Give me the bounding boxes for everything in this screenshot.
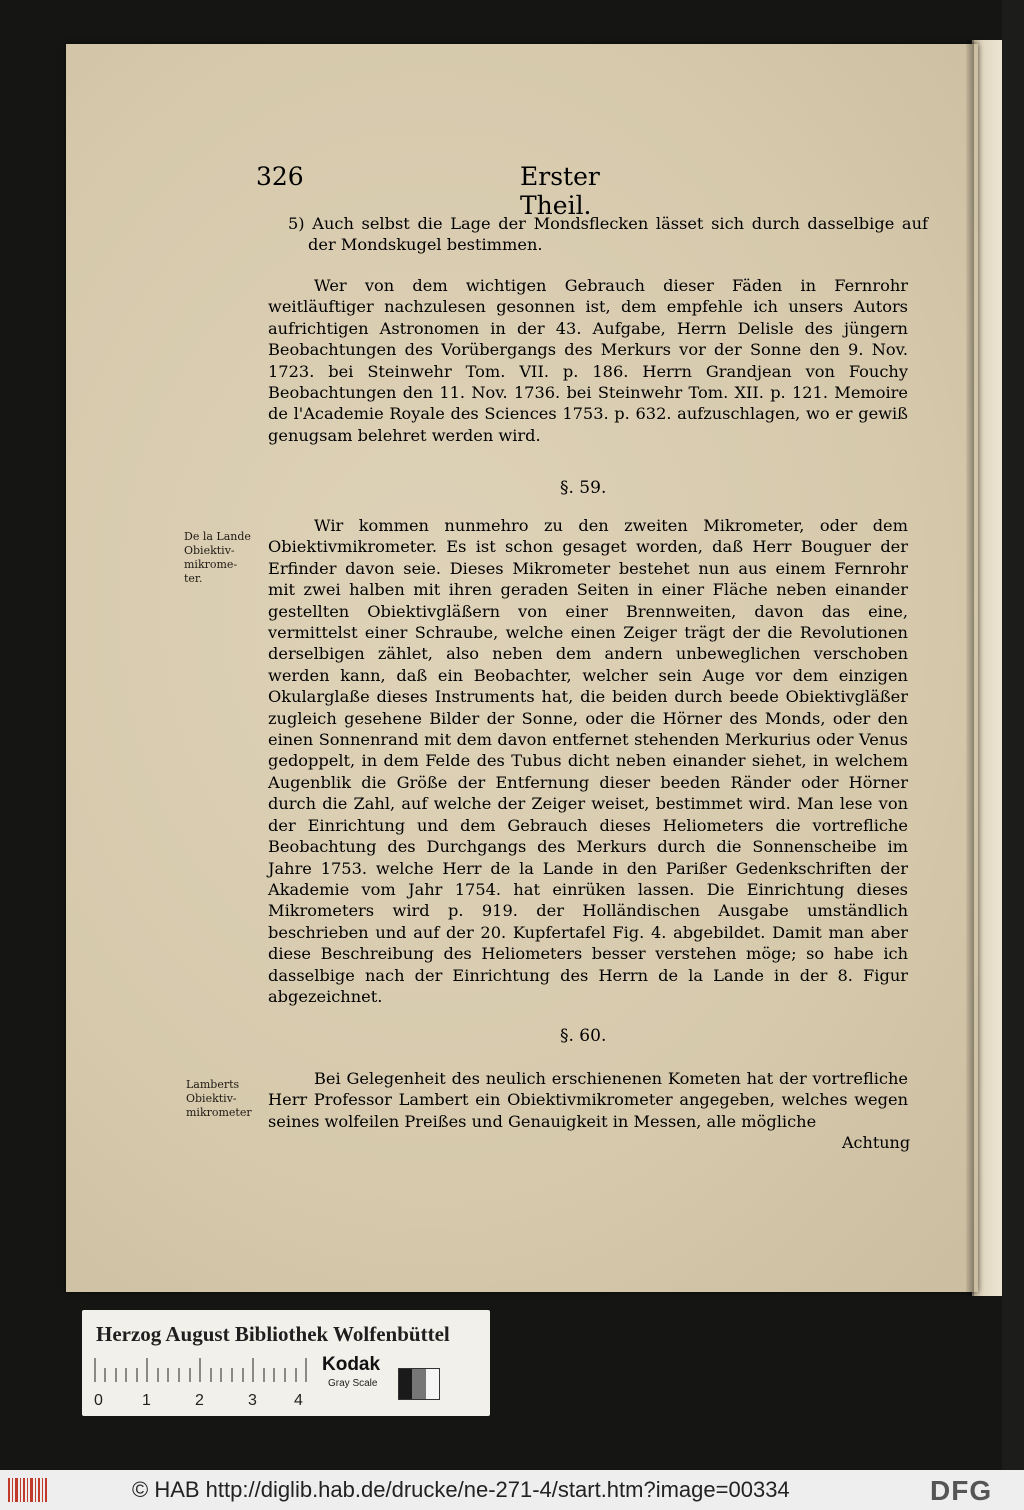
section-heading-59: §. 59. [560, 478, 607, 498]
margin-note-de-la-lande [184, 530, 264, 586]
margin-note-line: ter. [184, 572, 203, 585]
ruler-icon [94, 1358, 309, 1382]
credit-link[interactable]: © HAB http://diglib.hab.de/drucke/ne-271-4/start.htm?image=00334 [132, 1477, 790, 1502]
margin-note-line: Obiektiv- [186, 1092, 237, 1105]
ruler-digit: 4 [294, 1392, 303, 1409]
section-heading-60: §. 60. [560, 1026, 607, 1046]
margin-note-line: mikrome- [184, 558, 238, 571]
margin-note-line: mikrometer [186, 1106, 252, 1119]
ruler-digit: 3 [248, 1392, 257, 1409]
paragraph-2: Wir kommen nunmehro zu den zweiten Mikrometer, oder dem Obiektivmikrometer. Es ist schon gesaget worden, daß Herr Bouguer der Erfinder davon seie. Dieses Mikrometer bestehet nun aus einem Fernrohr mit zwei halben mit ihren geraden Seiten in einer Fläche neben einander gestellten Obiektivgläßern von einer Brennweiten, davon das eine, vermittelst einer Schraube, welche einen Zeiger trägt der die Revolutionen derselbigen zählet, also neben dem andern unbeweglichen verschoben werden kann, daß ein Beobachter, welcher sein Auge vor dem einzigen Okularglaße dieses Instruments hat, die beiden durch beede Obiektivgläßer zugleich gesehene Bilder der Sonne, oder die Hörner des Monds, oder den einen Sonnenrand mit dem davon entfernet stehenden Merkurius oder Venus gedoppelt, in dem Felde des Tubus dicht neben einander siehet, in welchem Augenblik die Größe der Entfernung dieser beeden Ränder oder Hörner durch die Zahl, auf welche der Zeiger weiset, bestimmet wird. Man lese von der Einrichtung und dem Gebrauch dieses Heliometers die vortrefliche Beobachtung des Durchgangs des Merkurs durch die Sonnenscheibe im Jahre 1753. welche Herr de la Lande in den Parißer Gedenkschriften der Akademie vom Jahr 1754. hat einrüken lassen. Die Einrichtung dieses Mikrometers wird p. 919. der Holländischen Ausgabe umständlich beschrieben und auf der 20. Kupfertafel Fig. 4. abgebildet. Damit man aber diese Beschreibung des Heliometers besser verstehen möge; so habe ich dasselbige nach der Einrichtung des Herrn de la Lande in der 8. Figur abgezeichnet. [268, 516, 908, 1006]
scan-edge-strip [1002, 0, 1024, 1470]
paragraph-3: Bei Gelegenheit des neulich erschienenen Kometen hat der vortrefliche Herr Professor Lambert ein Obiektivmikrometer angegeben, welches wegen seines wolfeilen Preißes und Genauigkeit in Messen, alle mögliche [268, 1069, 908, 1131]
margin-note-line: De la Lande [184, 530, 251, 543]
paragraph-1: Wer von dem wichtigen Gebrauch dieser Fäden in Fernrohr weitläuftiger nachzulesen gesonnen ist, dem empfehle ich unsers Autors aufrichtigen Astronomen in der 43. Aufgabe, Herrn Delisle des jüngern Beobachtungen des Vorübergangs des Merkurs vor der Sonne den 9. Nov. 1723. bei Steinwehr Tom. VII. p. 186. Herrn Grandjean von Fouchy Beobachtungen den 11. Nov. 1736. bei Steinwehr Tom. XII. p. 121. Memoire de l'Academie Royale des Sciences 1753. p. 632. aufzuschlagen, wo er gewiß genugsam belehret werden wird. [268, 276, 908, 445]
ruler-digit: 2 [195, 1392, 204, 1409]
dfg-logo: DFG [930, 1475, 993, 1506]
footer-bar [0, 1470, 1024, 1510]
running-title: Erster Theil. [520, 162, 600, 220]
gray-scale-label: Gray Scale [328, 1378, 378, 1389]
ruler-digit: 0 [94, 1392, 103, 1409]
margin-note-lambert [186, 1078, 266, 1120]
library-name: Herzog August Bibliothek Wolfenbüttel [96, 1322, 450, 1346]
list-item-5: 5) Auch selbst die Lage der Mondsflecken lässet sich durch dasselbige auf der Mondskugel bestimmen. [288, 214, 928, 255]
barcode-icon [8, 1478, 48, 1502]
ruler-digit: 1 [142, 1392, 151, 1409]
catch-word: Achtung [842, 1133, 911, 1152]
margin-note-line: Lamberts [186, 1078, 240, 1091]
margin-note-line: Obiektiv- [184, 544, 235, 557]
color-calibration-card [82, 1310, 490, 1416]
page-number: 326 [256, 162, 304, 191]
gray-scale-patches [398, 1368, 440, 1400]
spine-shadow [966, 40, 974, 1296]
kodak-logo: Kodak [322, 1354, 381, 1375]
